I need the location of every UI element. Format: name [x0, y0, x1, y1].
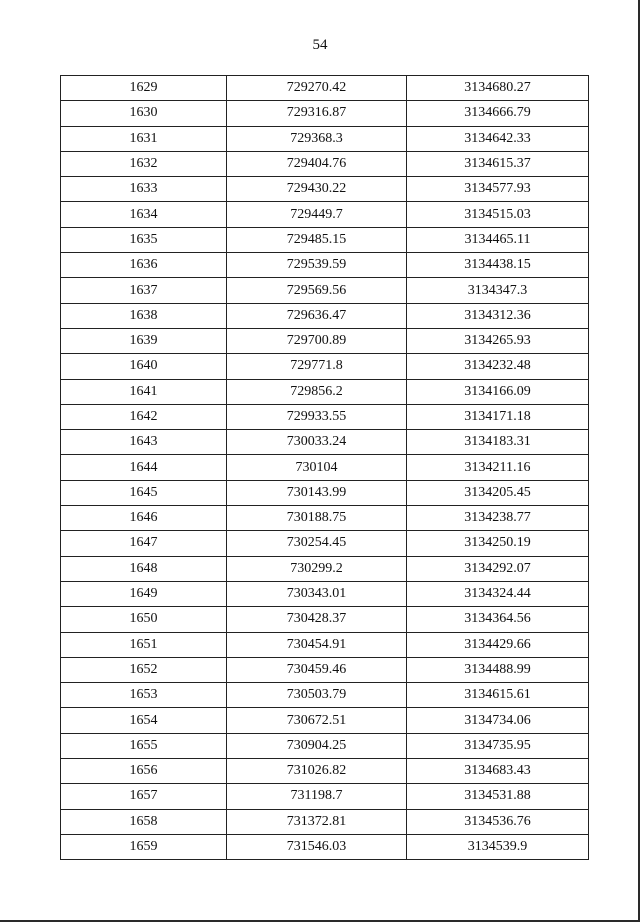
y-coordinate-cell: 3134680.27 — [407, 76, 589, 101]
table-row — [61, 278, 589, 303]
table-row — [61, 404, 589, 429]
y-coordinate-cell: 3134250.19 — [407, 531, 589, 556]
point-id-cell: 1638 — [61, 303, 227, 328]
y-coordinate-cell: 3134734.06 — [407, 708, 589, 733]
x-coordinate-cell: 731546.03 — [227, 834, 407, 859]
x-coordinate-cell: 729430.22 — [227, 177, 407, 202]
table-row — [61, 834, 589, 859]
point-id-cell: 1629 — [61, 76, 227, 101]
point-id-cell: 1636 — [61, 253, 227, 278]
table-row — [61, 455, 589, 480]
table-row — [61, 202, 589, 227]
y-coordinate-cell: 3134438.15 — [407, 253, 589, 278]
table-row — [61, 784, 589, 809]
y-coordinate-cell: 3134615.37 — [407, 151, 589, 176]
x-coordinate-cell: 729700.89 — [227, 328, 407, 353]
point-id-cell: 1655 — [61, 733, 227, 758]
y-coordinate-cell: 3134232.48 — [407, 354, 589, 379]
x-coordinate-cell: 731372.81 — [227, 809, 407, 834]
table-row — [61, 683, 589, 708]
table-row — [61, 76, 589, 101]
y-coordinate-cell: 3134488.99 — [407, 657, 589, 682]
point-id-cell: 1631 — [61, 126, 227, 151]
y-coordinate-cell: 3134238.77 — [407, 506, 589, 531]
x-coordinate-cell: 731198.7 — [227, 784, 407, 809]
y-coordinate-cell: 3134615.61 — [407, 683, 589, 708]
y-coordinate-cell: 3134211.16 — [407, 455, 589, 480]
y-coordinate-cell: 3134465.11 — [407, 227, 589, 252]
y-coordinate-cell: 3134531.88 — [407, 784, 589, 809]
x-coordinate-cell: 730454.91 — [227, 632, 407, 657]
point-id-cell: 1642 — [61, 404, 227, 429]
y-coordinate-cell: 3134515.03 — [407, 202, 589, 227]
table-row — [61, 607, 589, 632]
table-row — [61, 809, 589, 834]
point-id-cell: 1643 — [61, 430, 227, 455]
x-coordinate-cell: 729933.55 — [227, 404, 407, 429]
x-coordinate-cell: 730904.25 — [227, 733, 407, 758]
table-row — [61, 581, 589, 606]
y-coordinate-cell: 3134324.44 — [407, 581, 589, 606]
point-id-cell: 1653 — [61, 683, 227, 708]
table-row — [61, 708, 589, 733]
x-coordinate-cell: 730459.46 — [227, 657, 407, 682]
y-coordinate-cell: 3134429.66 — [407, 632, 589, 657]
point-id-cell: 1649 — [61, 581, 227, 606]
y-coordinate-cell: 3134205.45 — [407, 480, 589, 505]
y-coordinate-cell: 3134347.3 — [407, 278, 589, 303]
point-id-cell: 1633 — [61, 177, 227, 202]
x-coordinate-cell: 730428.37 — [227, 607, 407, 632]
table-row — [61, 101, 589, 126]
x-coordinate-cell: 729539.59 — [227, 253, 407, 278]
table-row — [61, 253, 589, 278]
y-coordinate-cell: 3134642.33 — [407, 126, 589, 151]
table-row — [61, 632, 589, 657]
y-coordinate-cell: 3134171.18 — [407, 404, 589, 429]
x-coordinate-cell: 729485.15 — [227, 227, 407, 252]
table-row — [61, 328, 589, 353]
table-row — [61, 556, 589, 581]
point-id-cell: 1650 — [61, 607, 227, 632]
x-coordinate-cell: 729569.56 — [227, 278, 407, 303]
point-id-cell: 1648 — [61, 556, 227, 581]
y-coordinate-cell: 3134183.31 — [407, 430, 589, 455]
table-row — [61, 151, 589, 176]
point-id-cell: 1640 — [61, 354, 227, 379]
table-row — [61, 480, 589, 505]
x-coordinate-cell: 729856.2 — [227, 379, 407, 404]
x-coordinate-cell: 730343.01 — [227, 581, 407, 606]
x-coordinate-cell: 730299.2 — [227, 556, 407, 581]
x-coordinate-cell: 729316.87 — [227, 101, 407, 126]
table-row — [61, 531, 589, 556]
point-id-cell: 1647 — [61, 531, 227, 556]
point-id-cell: 1656 — [61, 759, 227, 784]
x-coordinate-cell: 730033.24 — [227, 430, 407, 455]
x-coordinate-cell: 730143.99 — [227, 480, 407, 505]
x-coordinate-cell: 729636.47 — [227, 303, 407, 328]
point-id-cell: 1645 — [61, 480, 227, 505]
point-id-cell: 1658 — [61, 809, 227, 834]
x-coordinate-cell: 731026.82 — [227, 759, 407, 784]
point-id-cell: 1635 — [61, 227, 227, 252]
coordinate-table — [60, 75, 589, 860]
point-id-cell: 1632 — [61, 151, 227, 176]
table-row — [61, 759, 589, 784]
x-coordinate-cell: 729270.42 — [227, 76, 407, 101]
point-id-cell: 1630 — [61, 101, 227, 126]
point-id-cell: 1641 — [61, 379, 227, 404]
point-id-cell: 1652 — [61, 657, 227, 682]
y-coordinate-cell: 3134539.9 — [407, 834, 589, 859]
x-coordinate-cell: 730188.75 — [227, 506, 407, 531]
table-row — [61, 430, 589, 455]
y-coordinate-cell: 3134536.76 — [407, 809, 589, 834]
table-row — [61, 177, 589, 202]
table-row — [61, 227, 589, 252]
table-row — [61, 733, 589, 758]
point-id-cell: 1639 — [61, 328, 227, 353]
x-coordinate-cell: 729771.8 — [227, 354, 407, 379]
table-body — [61, 76, 589, 860]
y-coordinate-cell: 3134166.09 — [407, 379, 589, 404]
x-coordinate-cell: 729404.76 — [227, 151, 407, 176]
y-coordinate-cell: 3134735.95 — [407, 733, 589, 758]
point-id-cell: 1659 — [61, 834, 227, 859]
table-row — [61, 126, 589, 151]
y-coordinate-cell: 3134312.36 — [407, 303, 589, 328]
y-coordinate-cell: 3134577.93 — [407, 177, 589, 202]
x-coordinate-cell: 730104 — [227, 455, 407, 480]
point-id-cell: 1657 — [61, 784, 227, 809]
y-coordinate-cell: 3134292.07 — [407, 556, 589, 581]
point-id-cell: 1637 — [61, 278, 227, 303]
point-id-cell: 1654 — [61, 708, 227, 733]
y-coordinate-cell: 3134364.56 — [407, 607, 589, 632]
x-coordinate-cell: 729449.7 — [227, 202, 407, 227]
point-id-cell: 1634 — [61, 202, 227, 227]
table-row — [61, 354, 589, 379]
y-coordinate-cell: 3134666.79 — [407, 101, 589, 126]
table-row — [61, 657, 589, 682]
table-row — [61, 379, 589, 404]
point-id-cell: 1646 — [61, 506, 227, 531]
x-coordinate-cell: 730503.79 — [227, 683, 407, 708]
y-coordinate-cell: 3134265.93 — [407, 328, 589, 353]
table-row — [61, 506, 589, 531]
point-id-cell: 1651 — [61, 632, 227, 657]
x-coordinate-cell: 730254.45 — [227, 531, 407, 556]
page-number: 54 — [312, 37, 328, 53]
x-coordinate-cell: 729368.3 — [227, 126, 407, 151]
table-row — [61, 303, 589, 328]
x-coordinate-cell: 730672.51 — [227, 708, 407, 733]
point-id-cell: 1644 — [61, 455, 227, 480]
y-coordinate-cell: 3134683.43 — [407, 759, 589, 784]
